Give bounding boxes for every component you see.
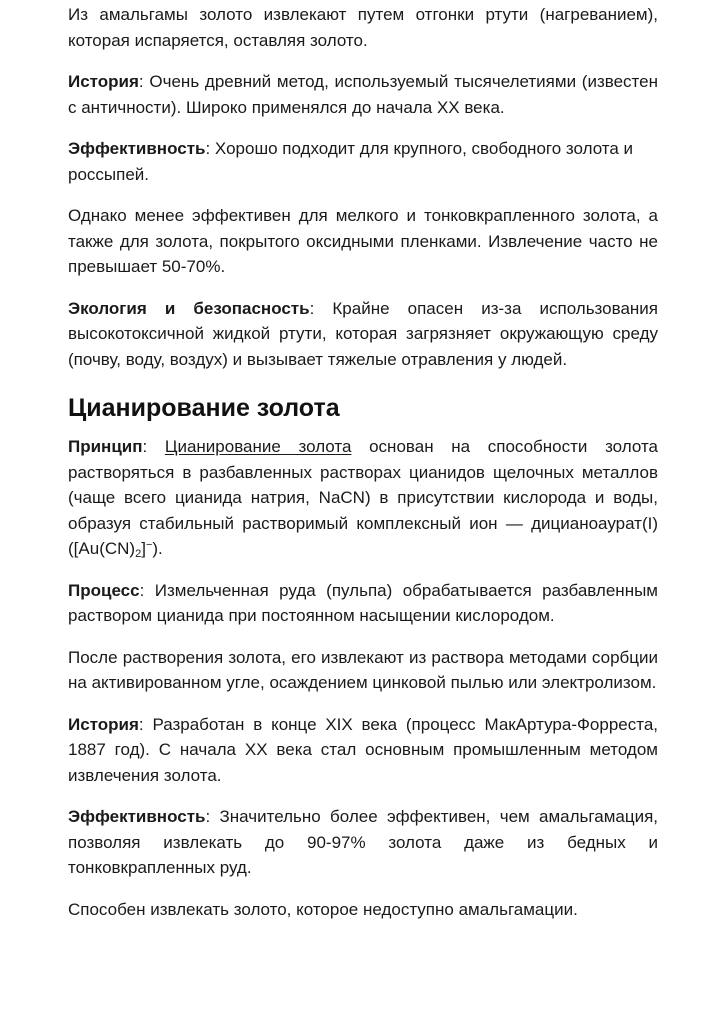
principle-end: ). bbox=[152, 539, 163, 558]
cyanidation-heading: Цианирование золота bbox=[68, 394, 340, 422]
document-page bbox=[68, 0, 658, 922]
cyanidation-link[interactable]: Цианирование золота bbox=[164, 437, 352, 456]
dicyanoaurate-formula: $[Au(CN)_2]^-$ bbox=[73, 539, 153, 560]
process-label: Процесс bbox=[68, 580, 140, 600]
cyanidation-history-paragraph bbox=[68, 712, 658, 789]
ecology-text: : Крайне опасен из-за использования высокотоксичной жидкой ртути, которая загрязняет окружающую среду (почву, воду, воздух) и вызывает тяжелые отравления у людей. bbox=[68, 298, 658, 369]
principle-colon: : bbox=[142, 437, 165, 456]
efficiency-text: : Значительно более эффективен, чем амальгамация, позволяя извлекать до 90-97% золота даже из бедных и тонковкрапленных руд. bbox=[68, 807, 658, 877]
ecology-label: Экология и безопасность bbox=[68, 298, 310, 318]
amalgamation-efficiency-paragraph bbox=[68, 136, 658, 187]
cyanidation-final-paragraph: Способен извлекать золото, которое недоступно амальгамации. bbox=[68, 899, 578, 919]
amalgamation-limitations-paragraph: Однако менее эффективен для мелкого и тонковкрапленного золота, а также для золота, покрытого оксидными пленками. Извлечение часто не превышает 50-70%. bbox=[68, 206, 658, 276]
history-text: : Очень древний метод, используемый тысячелетиями (известен с античности). Широко применялся до начала XX века. bbox=[68, 72, 658, 117]
amalgamation-history-paragraph bbox=[68, 69, 658, 120]
efficiency-label: Эффективность bbox=[68, 139, 206, 158]
amalgamation-ecology-paragraph bbox=[68, 296, 658, 373]
history-label: История bbox=[68, 72, 139, 91]
history-label: История bbox=[68, 714, 139, 734]
amalgam-extraction-paragraph: Из амальгамы золото извлекают путем отгонки ртути (нагреванием), которая испаряется, оставляя золото. bbox=[68, 5, 658, 50]
cyanidation-process-paragraph bbox=[68, 578, 658, 629]
principle-label: Принцип bbox=[68, 437, 143, 456]
gold-recovery-paragraph: После растворения золота, его извлекают из раствора методами сорбции на активированном угле, осаждением цинковой пылью или электролизом. bbox=[68, 647, 658, 692]
efficiency-text: : Хорошо подходит для крупного, свободного золота и россыпей. bbox=[68, 139, 634, 184]
cyanidation-principle-paragraph bbox=[68, 434, 658, 562]
cyanidation-efficiency-paragraph bbox=[68, 804, 658, 881]
process-text: : Измельченная руда (пульпа) обрабатывается разбавленным раствором цианида при постоянном насыщении кислородом. bbox=[68, 580, 658, 625]
efficiency-label: Эффективность bbox=[68, 807, 206, 826]
principle-text: основан на способности золота растворяться в разбавленных растворах цианидов щелочных металлов (чаще всего цианида натрия, NaCN) в присутствии кислорода и воды, образуя стабильный растворимый комплексный ион — дицианоаурат(I) ( bbox=[68, 437, 658, 558]
history-text: : Разработан в конце XIX века (процесс МакАртура-Форреста, 1887 год). С начала XX века стал основным промышленным методом извлечения золота. bbox=[68, 714, 658, 785]
